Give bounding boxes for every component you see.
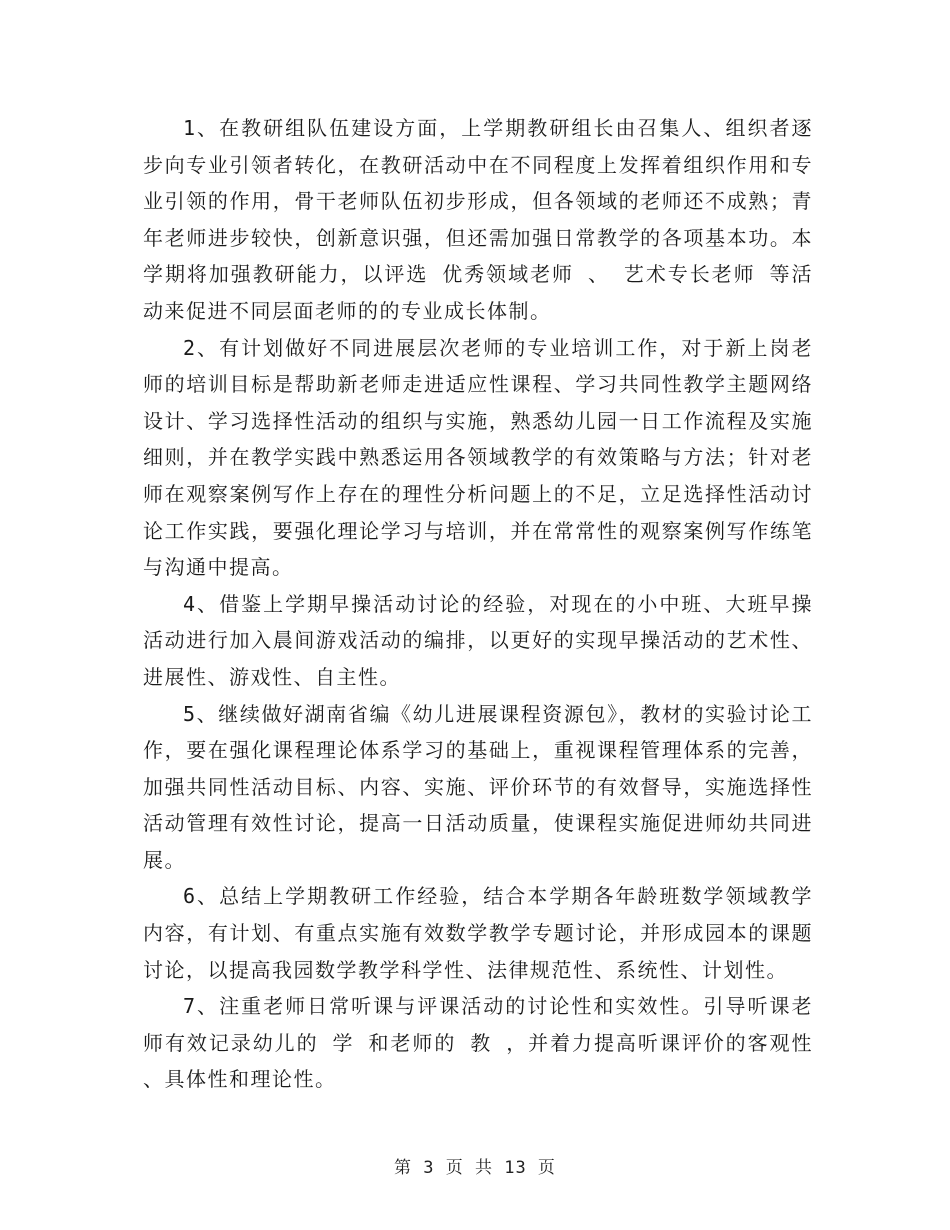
- paragraph-5: 5、继续做好湖南省编《幼儿进展课程资源包》，教材的实验讨论工作，要在强化课程理论体系学习的基础上，重视课程管理体系的完善，加强共同性活动目标、内容、实施、评价环节的有效督导，实施选择性活动管理有效性讨论，提高一日活动质量，使课程实施促进师幼共同进展。: [143, 701, 813, 872]
- paragraph-1: 1、在教研组队伍建设方面，上学期教研组长由召集人、组织者逐步向专业引领者转化，在教研活动中在不同程度上发挥着组织作用和专业引领的作用，骨干老师队伍初步形成，但各领域的老师还不成熟；青年老师进步较快，创新意识强，但还需加强日常教学的各项基本功。本学期将加强教研能力，以评选 优秀领域老师 、 艺术专长老师 等活动来促进不同层面老师的的专业成长体制。: [143, 116, 813, 323]
- paragraph-4: 4、借鉴上学期早操活动讨论的经验，对现在的小中班、大班早操活动进行加入晨间游戏活动的编排，以更好的实现早操活动的艺术性、进展性、游戏性、自主性。: [143, 591, 813, 689]
- paragraph-7: 7、注重老师日常听课与评课活动的讨论性和实效性。引导听课老师有效记录幼儿的 学 和老师的 教 ，并着力提高听课评价的客观性、具体性和理论性。: [143, 994, 813, 1092]
- paragraph-6: 6、总结上学期教研工作经验，结合本学期各年龄班数学领域教学内容，有计划、有重点实施有效数学教学专题讨论，并形成园本的课题讨论，以提高我园数学教学科学性、法律规范性、系统性、计划性。: [143, 884, 813, 982]
- paragraph-2: 2、有计划做好不同进展层次老师的专业培训工作，对于新上岗老师的培训目标是帮助新老师走进适应性课程、学习共同性教学主题网络设计、学习选择性活动的组织与实施，熟悉幼儿园一日工作流程及实施细则，并在教学实践中熟悉运用各领域教学的有效策略与方法；针对老师在观察案例写作上存在的理性分析问题上的不足，立足选择性活动讨论工作实践，要强化理论学习与培训，并在常常性的观察案例写作练笔与沟通中提高。: [143, 335, 813, 580]
- document-body: [143, 110, 813, 1098]
- page-number-footer: 第 3 页 共 13 页: [394, 1158, 556, 1178]
